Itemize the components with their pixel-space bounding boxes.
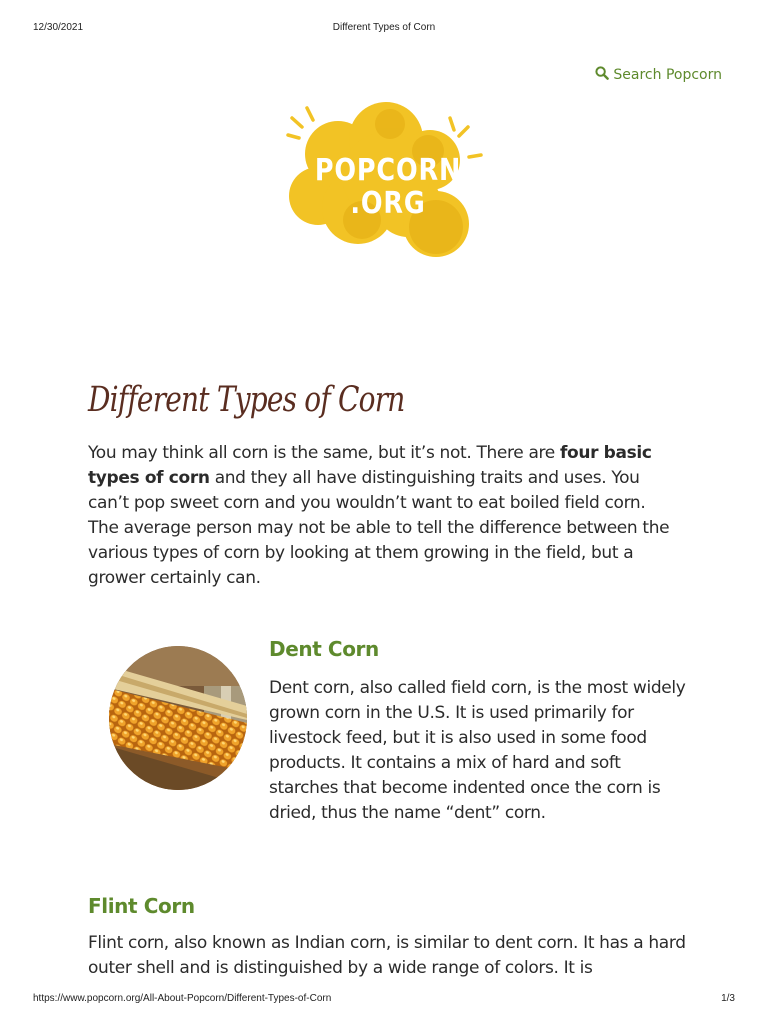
print-header bbox=[0, 18, 768, 36]
search-popcorn-link[interactable] bbox=[595, 64, 722, 86]
flint-corn-paragraph: Flint corn, also known as Indian corn, is similar to dent corn. It has a hard outer shell and is distinguished by a wide range of colors. It is bbox=[88, 933, 686, 978]
intro-paragraph bbox=[88, 441, 678, 591]
search-popcorn-label: Search Popcorn bbox=[613, 67, 722, 83]
popcorn-org-logo[interactable] bbox=[278, 96, 498, 266]
page-number: 1/3 bbox=[721, 993, 735, 1004]
intro-bold-text: four basic types of corn bbox=[88, 443, 652, 488]
print-url: https://www.popcorn.org/All-About-Popcorn/Different-Types-of-Corn bbox=[33, 993, 332, 1004]
print-document-title: Different Types of Corn bbox=[332, 22, 436, 33]
dent-corn-image bbox=[109, 646, 247, 790]
print-date: 12/30/2021 bbox=[33, 22, 84, 33]
print-footer bbox=[0, 990, 768, 1008]
section-heading-dent-corn: Dent Corn bbox=[269, 637, 379, 661]
section-heading-flint-corn: Flint Corn bbox=[88, 894, 195, 918]
page-title: Different Types of Corn bbox=[88, 380, 405, 420]
intro-text-start: You may think all corn is the same, but it’s not. There are bbox=[88, 443, 560, 463]
logo-text-popcorn: POPCORN bbox=[314, 151, 462, 188]
dent-corn-paragraph: Dent corn, also called field corn, is the most widely grown corn in the U.S. It is used primarily for livestock feed, but it is also used in some food products. It contains a mix of hard and soft starches that become indented once the corn is dried, thus the name “dent” corn. bbox=[269, 678, 686, 823]
logo-text-org: .ORG bbox=[350, 184, 426, 221]
intro-text-end: and they all have distinguishing traits and uses. You can’t pop sweet corn and you wouldn’t want to eat boiled field corn. The average person may not be able to tell the difference between the various types of corn by looking at them growing in the field, but a grower certainly can. bbox=[88, 468, 670, 588]
search-icon bbox=[595, 66, 609, 84]
